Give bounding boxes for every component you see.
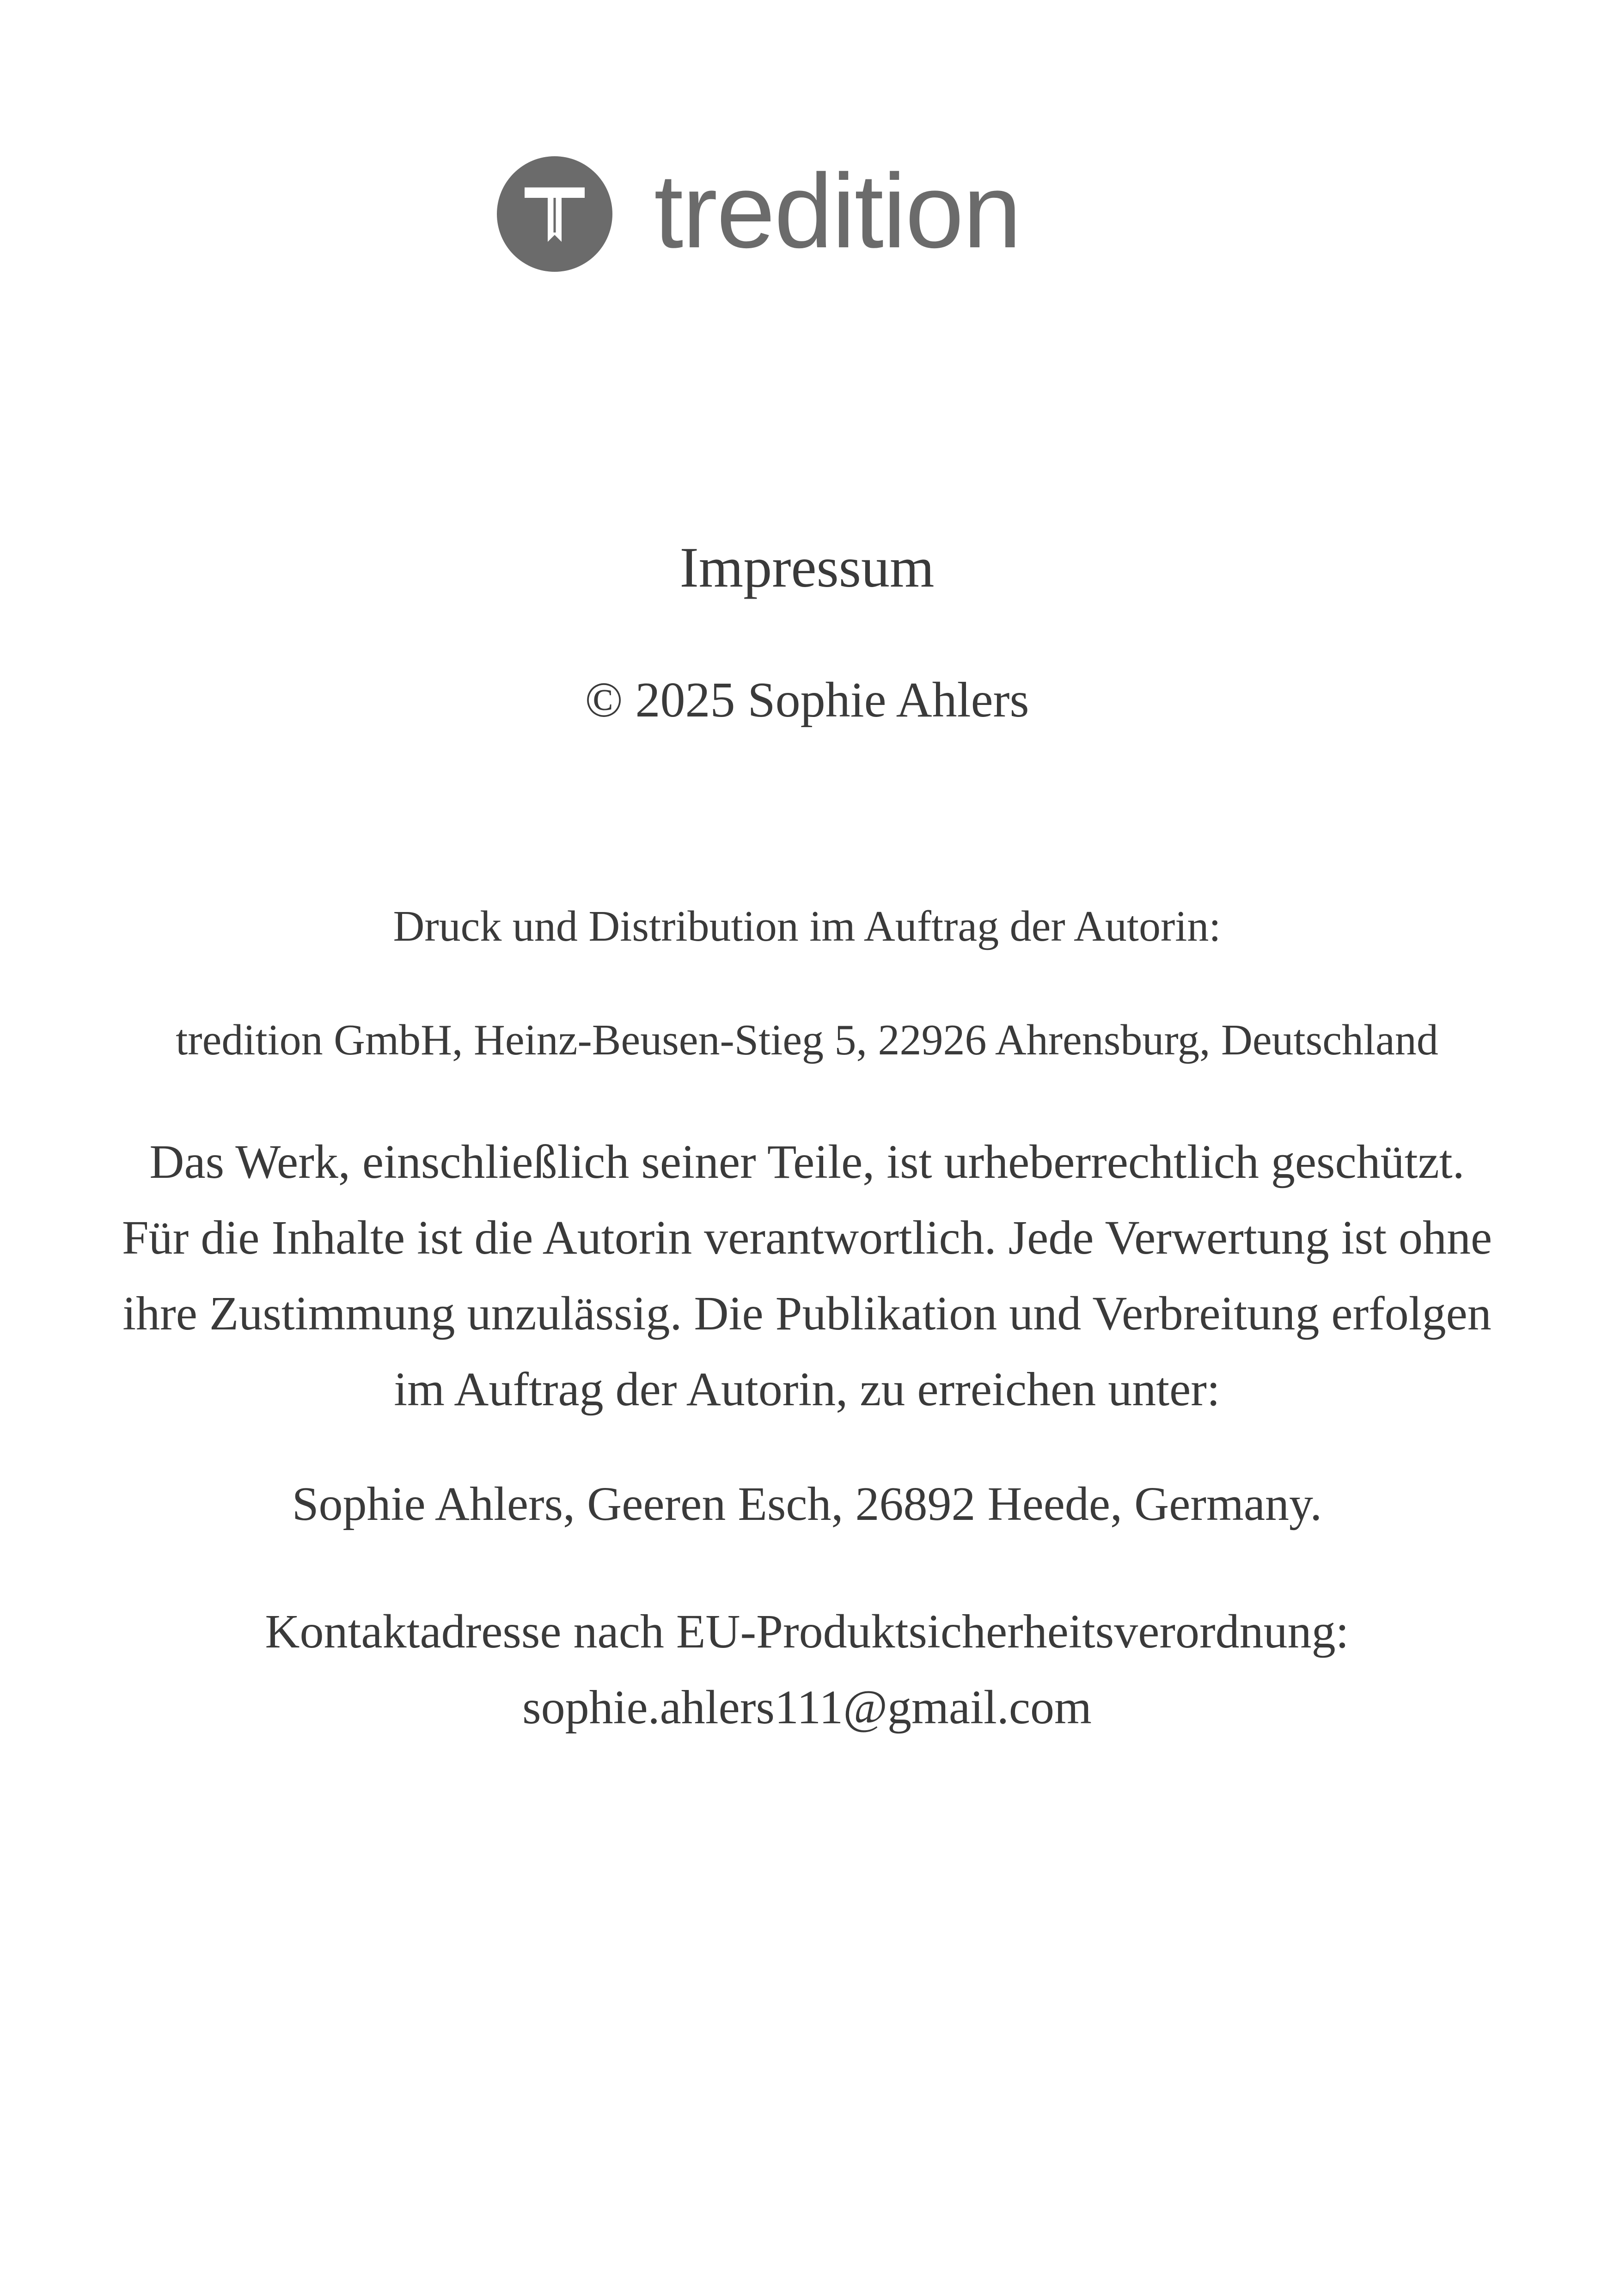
contact-block <box>185 1594 1429 1745</box>
publisher-wordmark: tredition <box>654 153 1021 270</box>
contact-label: Kontaktadresse nach EU-Produktsicherheitsverordnung: <box>265 1605 1349 1658</box>
page-title: Impressum <box>679 536 935 599</box>
legal-notice: Das Werk, einschließlich seiner Teile, ist urheberrechtlich geschützt. Für die Inhalte ist die Autorin verantwortlich. Jede Verwertung ist ohne ihre Zustimmung unzulässig. Die Publikation und Verbreitung erfolgen im Auftrag der Autorin, zu erreichen unter: <box>122 1135 1492 1416</box>
copyright-line: © 2025 Sophie Ahlers <box>585 673 1029 728</box>
publisher-address: tredition GmbH, Heinz-Beusen-Stieg 5, 22926 Ahrensburg, Deutschland <box>176 1016 1438 1064</box>
publisher-logo <box>497 153 1021 272</box>
print-distribution-line: Druck und Distribution im Auftrag der Autorin: <box>393 902 1221 950</box>
tredition-logo-icon <box>497 156 612 272</box>
author-address: Sophie Ahlers, Geeren Esch, 26892 Heede, Germany. <box>292 1477 1322 1531</box>
contact-email: sophie.ahlers111@gmail.com <box>522 1681 1092 1734</box>
